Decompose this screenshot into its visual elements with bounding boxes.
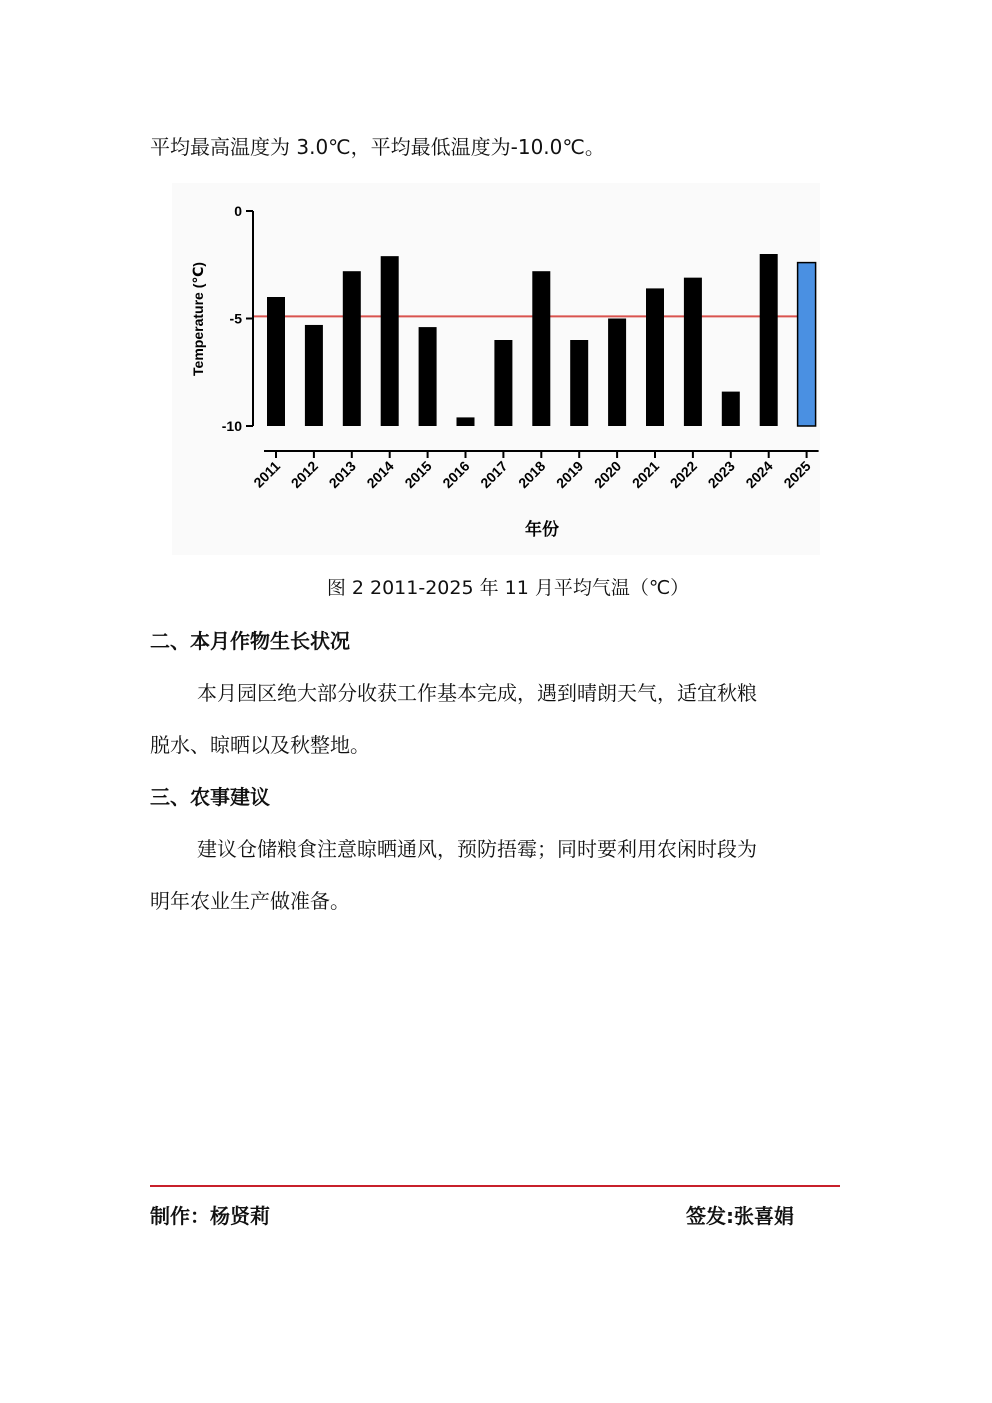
x-tick-label: 2014 [363,457,397,492]
temperature-chart [172,183,820,555]
x-tick-label: 2013 [325,457,359,492]
bar-2022 [684,278,702,426]
x-tick-label: 2015 [401,457,435,492]
x-tick-label: 2021 [628,457,663,492]
chart-svg [172,183,820,555]
section2-line1: 本月园区绝大部分收获工作基本完成，遇到晴朗天气，适宜秋粮 [197,681,757,705]
bar-2015 [419,327,437,426]
section3-heading: 三、农事建议 [150,785,270,809]
bar-2017 [494,340,512,426]
x-tick-label: 2011 [250,457,284,491]
intro-line: 平均最高温度为 3.0℃，平均最低温度为-10.0℃。 [150,135,605,159]
section2-heading: 二、本月作物生长状况 [150,629,350,653]
section2-line2: 脱水、晾晒以及秋整地。 [150,733,370,757]
bar-2024 [760,254,778,426]
section3-line1: 建议仓储粮食注意晾晒通风，预防捂霉；同时要利用农闲时段为 [197,837,757,861]
x-tick-label: 2016 [439,457,473,492]
y-tick-label: -5 [229,310,242,327]
footer-divider [150,1185,840,1187]
x-tick-label: 2019 [552,457,587,492]
bar-2018 [532,271,550,426]
bar-2025 [798,263,816,426]
section3-line2: 明年农业生产做准备。 [150,889,350,913]
bar-2021 [646,288,664,426]
x-tick-label: 2020 [590,457,625,492]
bar-2020 [608,319,626,427]
bar-2011 [267,297,285,426]
bar-2014 [381,256,399,426]
x-tick-label: 2022 [666,457,701,492]
bar-2019 [570,340,588,426]
x-tick-label: 2023 [704,457,738,492]
x-tick-label: 2018 [515,457,549,492]
bar-2013 [343,271,361,426]
bar-2023 [722,392,740,426]
footer-maker: 制作：杨贤莉 [150,1204,270,1228]
x-tick-label: 2017 [477,457,511,492]
footer-signer: 签发:张喜娟 [686,1204,794,1228]
x-tick-label: 2024 [742,457,776,492]
x-axis-label: 年份 [525,520,559,539]
x-tick-label: 2012 [287,457,322,492]
bar-2012 [305,325,323,426]
y-tick-label: 0 [234,203,242,219]
x-tick-label: 2025 [780,457,814,492]
figure-caption: 图 2 2011-2025 年 11 月平均气温（℃） [326,577,690,599]
bar-2016 [457,417,475,426]
y-tick-label: -10 [221,418,242,434]
y-axis-label: Temperature (℃) [190,262,206,376]
